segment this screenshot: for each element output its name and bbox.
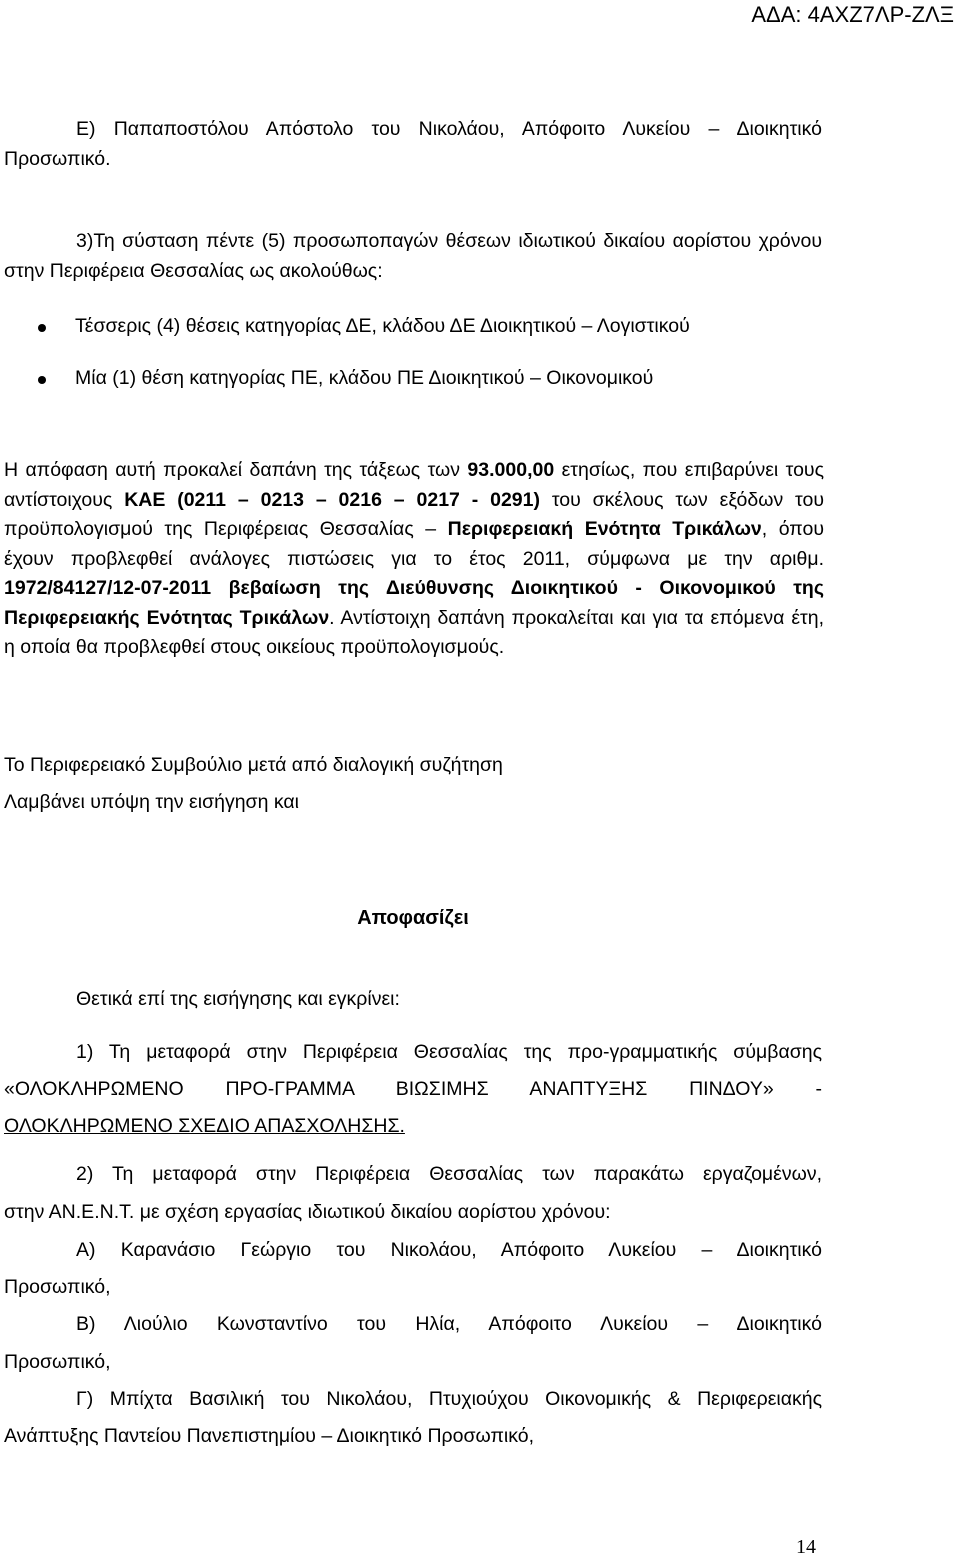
bullet-icon bbox=[38, 324, 46, 332]
ada-code: ΑΔΑ: 4ΑΧΖ7ΛΡ-ΖΛΞ bbox=[751, 2, 954, 27]
exp-amount: 93.000,00 bbox=[467, 459, 555, 481]
item3-line1: 3)Τη σύσταση πέντε (5) προσωποπαγών θέσεων ιδιωτικού δικαίου αορίστου bbox=[76, 230, 752, 252]
bullet-item-2: Μία (1) θέση κατηγορίας ΠΕ, κλάδου ΠΕ Διοικητικού – Οικονομικού bbox=[75, 367, 654, 389]
item1-plan-title: ΟΛΟΚΛΗΡΩΜΕΝΟ ΣΧΕΔΙΟ ΑΠΑΣΧΟΛΗΣΗΣ. bbox=[4, 1115, 405, 1137]
exp-kae: ΚΑΕ (0211 – 0213 – 0216 – 0217 - 0291) bbox=[124, 488, 540, 511]
paragraph-employee-e bbox=[4, 115, 822, 174]
employee-b-line2: Προσωπικό, bbox=[4, 1351, 111, 1373]
employee-e-line1: Ε) Παπαποστόλου Απόστολο του Νικολάου, Απόφοιτο Λυκείου – Διοικητικό bbox=[76, 118, 822, 140]
decision-intro: Θετικά επί της εισήγησης και εγκρίνει: bbox=[76, 988, 400, 1010]
exp-text-4: , όπου έχουν προβλεφθεί ανάλογες πιστώσεις για το έτος 2011, σύμφωνα με την αριθμ. bbox=[4, 518, 824, 570]
employee-e-line2: Προσωπικό. bbox=[4, 147, 111, 170]
employee-c-line2: Ανάπτυξης Παντείου Πανεπιστημίου – Διοικητικό Προσωπικό, bbox=[4, 1425, 535, 1447]
employee-c-line1: Γ) Μπίχτα Βασιλική του Νικολάου, Πτυχιούχου Οικονομικής & Περιφερειακής bbox=[76, 1388, 822, 1410]
employee-a-line1: Α) Καρανάσιο Γεώργιο του Νικολάου, Απόφοιτο Λυκείου – Διοικητικό bbox=[76, 1239, 822, 1261]
item1-line2: «ΟΛΟΚΛΗΡΩΜΕΝΟ ΠΡΟ-ΓΡΑΜΜΑ ΒΙΩΣΙΜΗΣ ΑΝΑΠΤΥΞΗΣ ΠΙΝΔΟΥ» - bbox=[4, 1078, 822, 1100]
council-line-2: Λαμβάνει υπόψη την εισήγηση και bbox=[4, 791, 299, 813]
exp-text-5: . Αντίστοιχη δαπάνη προκαλείται και για τα επόμενα έτη, η οποία θα προβλεφθεί στους οικείους προϋπολογισμούς. bbox=[4, 606, 824, 658]
paragraph-item-3 bbox=[4, 227, 822, 286]
employee-a-line2: Προσωπικό, bbox=[4, 1276, 111, 1298]
paragraph-expenditure bbox=[4, 456, 824, 663]
page-number: 14 bbox=[796, 1536, 816, 1558]
exp-certificate: 1972/84127/12-07-2011 βεβαίωση της Διεύθυνσης Διοικητικού - Οικονομικού της Περιφερειακής Ενότητας Τρικάλων bbox=[4, 577, 824, 629]
item2-line2: στην ΑΝ.Ε.Ν.Τ. με σχέση εργασίας ιδιωτικού δικαίου αορίστου χρόνου: bbox=[4, 1201, 611, 1223]
employee-b-line1: Β) Λιούλιο Κωνσταντίνο του Ηλία, Απόφοιτο Λυκείου – Διοικητικό bbox=[76, 1313, 822, 1335]
item2-line1: 2) Τη μεταφορά στην Περιφέρεια Θεσσαλίας των παρακάτω εργαζομένων, bbox=[76, 1163, 822, 1185]
exp-unit: Περιφερειακή Ενότητα Τρικάλων bbox=[447, 518, 762, 540]
item3-line2: χρόνου στην Περιφέρεια Θεσσαλίας ως ακολούθως: bbox=[4, 230, 822, 282]
exp-text-2: ετησίως, που επιβαρύνει τους αντίστοιχους bbox=[4, 459, 824, 511]
item1-line1: 1) Τη μεταφορά στην Περιφέρεια Θεσσαλίας της προ-γραμματικής σύμβασης bbox=[76, 1041, 822, 1063]
council-line-1: Το Περιφερειακό Συμβούλιο μετά από διαλογική συζήτηση bbox=[4, 754, 503, 776]
decision-title: Αποφασίζει bbox=[357, 907, 469, 929]
bullet-icon bbox=[38, 376, 46, 384]
bullet-item-1: Τέσσερις (4) θέσεις κατηγορίας ΔΕ, κλάδου ΔΕ Διοικητικού – Λογιστικού bbox=[75, 315, 690, 337]
exp-text-3: του σκέλους των εξόδων του προϋπολογισμού της Περιφέρειας Θεσσαλίας – bbox=[4, 488, 824, 540]
item1-line3 bbox=[4, 1112, 822, 1142]
exp-text-1: Η απόφαση αυτή προκαλεί δαπάνη της τάξεως των bbox=[4, 459, 468, 481]
